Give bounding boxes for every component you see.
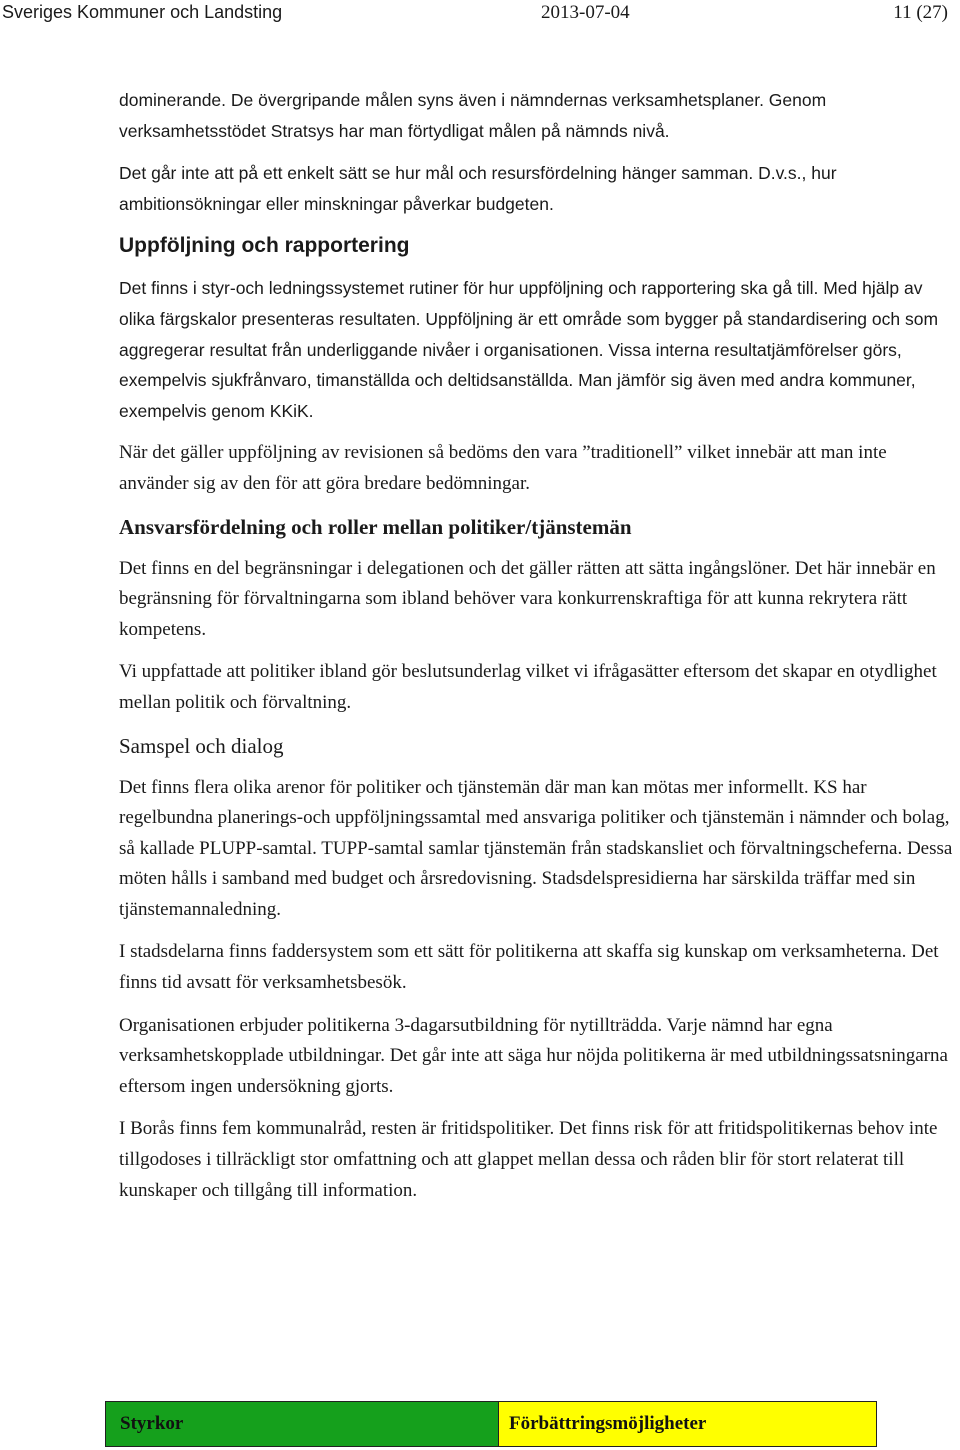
intro-paragraph-2: Det går inte att på ett enkelt sätt se hur mål och resursfördelning hänger samman. D.v.s., hur ambitionsökningar eller minskningar påverkar budgeten. xyxy=(119,163,837,214)
samspel-paragraph-2: I stadsdelarna finns faddersystem som ett sätt för politikerna att skaffa sig kunskap om verksamheterna. Det finns tid avsatt för verksamhetsbesök. xyxy=(119,941,939,994)
samspel-paragraph-1: Det finns flera olika arenor för politiker och tjänstemän där man kan mötas mer informellt. KS har regelbundna planerings-och uppföljningssamtal med ansvariga politiker och tjänstemän i nämnder och bolag, så kallade PLUPP-samtal. TUPP-samtal samlar tjänstemän från stadskansliet och förvaltningscheferna. Dessa möten hålls i samband med budget och årsredovisning. Stadsdelspresidierna har särskilda träffar med sin tjänstemannaledning. xyxy=(119,776,953,920)
intro-paragraph-1: dominerande. De övergripande målen syns även i nämndernas verksamhetsplaner. Genom verksamhetsstödet Stratsys har man förtydligat målen på nämnds nivå. xyxy=(119,90,827,141)
samspel-paragraph-3: Organisationen erbjuder politikerna 3-dagarsutbildning för nytillträdda. Varje nämnd har egna verksamhetskopplade utbildningar. Det går inte att säga hur nöjda politikerna är med utbildningssatsningarna eftersom ingen undersökning gjorts. xyxy=(119,1014,948,1097)
page-number: 11 (27) xyxy=(893,2,948,23)
strengths-label: Styrkor xyxy=(120,1413,184,1434)
organization-name: Sveriges Kommuner och Landsting xyxy=(2,2,283,22)
strengths-header-cell xyxy=(106,1402,499,1446)
section-heading-uppfoljning: Uppföljning och rapportering xyxy=(119,234,410,258)
uppfoljning-paragraph-1: Det finns i styr-och ledningssystemet rutiner för hur uppföljning och rapportering ska gå till. Med hjälp av olika färgskalor presenteras resultaten. Uppföljning är ett område som bygger på standardisering och som aggregerar resultat från underliggande nivåer i organisationen. Vissa interna resultatjämförelser görs, exempelvis sjukfrånvaro, timanställda och deltidsanställda. Man jämför sig även med andra kommuner, exempelvis genom KKiK. xyxy=(119,278,939,421)
document-body xyxy=(119,85,955,1206)
uppfoljning-paragraph-2: När det gäller uppföljning av revisionen så bedöms den vara ”traditionell” vilket innebär att man inte använder sig av den för att göra bredare bedömningar. xyxy=(119,442,887,494)
section-heading-ansvarsfordelning: Ansvarsfördelning och roller mellan politiker/tjänstemän xyxy=(119,514,632,539)
page-header xyxy=(0,2,960,28)
samspel-paragraph-4: I Borås finns fem kommunalråd, resten är fritidspolitiker. Det finns risk för att fritidspolitikernas behov inte tillgodoses i tillräckligt stor omfattning och att glappet mellan dessa och råden blir för stort relaterat till kunskaper och tillgång till information. xyxy=(119,1118,938,1201)
improvements-label: Förbättringsmöjligheter xyxy=(509,1413,707,1434)
ansvarsfordelning-paragraph-1: Det finns en del begränsningar i delegationen och det gäller rätten att sätta ingångslöner. Det här innebär en begränsning för förvaltningarna som ibland behöver vara konkurrenskraftiga för att kunna rekrytera rätt kompetens. xyxy=(119,557,936,640)
ansvarsfordelning-paragraph-2: Vi uppfattade att politiker ibland gör beslutsunderlag vilket vi ifrågasätter eftersom det skapar en otydlighet mellan politik och förvaltning. xyxy=(119,661,937,713)
strengths-improvements-table xyxy=(105,1401,877,1447)
improvements-header-cell xyxy=(499,1402,876,1446)
document-date: 2013-07-04 xyxy=(541,2,630,23)
section-heading-samspel: Samspel och dialog xyxy=(119,733,284,758)
